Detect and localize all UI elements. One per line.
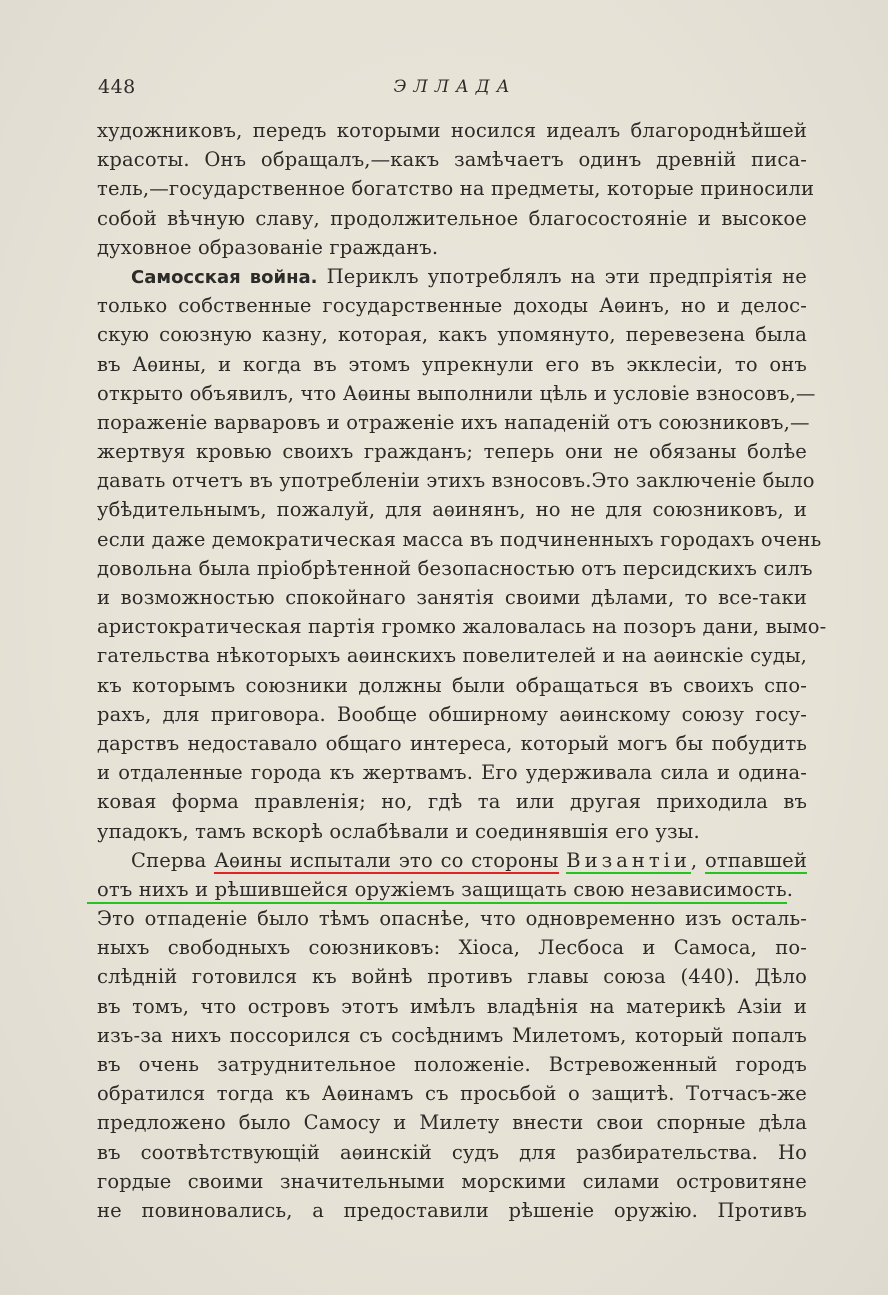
text-line: ковая форма правленія; но, гдѣ та или другая приходила въ [97, 790, 807, 814]
text-run: , [690, 848, 705, 872]
text-line: только собственные государственные доходы Аѳинъ, но и делос- [97, 294, 807, 318]
green-underlined-text: отпавшей [705, 848, 807, 872]
text-line: гордые своими значительными морскими силами островитяне [97, 1169, 807, 1193]
text-run: Периклъ употреблялъ на эти предпріятія не [326, 264, 807, 288]
text-line: въ томъ, что островъ этотъ имѣлъ владѣнія на материкѣ Азіи и [97, 994, 807, 1018]
text-line: къ которымъ союзники должны были обращаться въ своихъ спо- [97, 673, 807, 697]
text-line: въ очень затруднительное положеніе. Встревоженный городъ [97, 1053, 807, 1076]
text-line: жертвуя кровью своихъ гражданъ; теперь они не обязаны болѣе [97, 440, 807, 464]
text-line: художниковъ, передъ которыми носился идеалъ благороднѣйшей [97, 119, 807, 142]
text-line: пораженіе варваровъ и отраженіе ихъ нападеній отъ союзниковъ,— [97, 410, 810, 434]
text-line: рахъ, для приговора. Вообще обширному аѳинскому союзу госу- [97, 702, 807, 726]
text-line: тель,—государственное богатство на предметы, которые приносили [97, 177, 815, 201]
text-line [97, 846, 807, 875]
text-line: и возможностью спокойнаго занятія своими дѣлами, то все-таки [97, 586, 807, 609]
text-line: предложено было Самосу и Милету внести свои спорные дѣла [97, 1111, 807, 1135]
text-line: гательства нѣкоторыхъ аѳинскихъ повелителей и на аѳинскіе суды, [97, 644, 807, 668]
text-line: если даже демократическая масса въ подчиненныхъ городахъ очень [97, 527, 822, 551]
text-line: аристократическая партія громко жаловалась на позоръ дани, вымо- [97, 615, 827, 639]
text-line: упадокъ, тамъ вскорѣ ослабѣвали и соединявшія его узы. [97, 819, 700, 843]
text-line: ныхъ свободныхъ союзниковъ: Хіоса, Лесбоса и Самоса, по- [97, 936, 807, 960]
text-line: открыто объявилъ, что Аѳины выполнили цѣль и условіе взносовъ,— [97, 381, 816, 405]
section-heading: Самосская война. [131, 266, 318, 288]
green-underline-mark [87, 902, 787, 904]
text-line: красоты. Онъ обращалъ,—какъ замѣчаетъ одинъ древній писа- [97, 148, 807, 172]
text-line: отъ нихъ и рѣшившейся оружіемъ защищать свою независимость. [97, 877, 794, 901]
text-line: Это отпаденіе было тѣмъ опаснѣе, что одновременно изъ осталь- [97, 907, 807, 931]
text-line: скую союзную казну, которая, какъ упомянуто, перевезена была [97, 323, 807, 347]
running-title: ЭЛЛАДА [393, 77, 517, 97]
text-line: убѣдительнымъ, пожалуй, для аѳинянъ, но не для союзниковъ, и [97, 498, 807, 522]
text-line: духовное образованіе гражданъ. [97, 235, 439, 259]
red-underlined-text: Аѳины испытали это со стороны [214, 848, 559, 872]
page-number: 448 [98, 76, 136, 98]
text-line: слѣдній готовился къ войнѣ противъ главы союза (440). Дѣло [97, 965, 807, 989]
text-line: изъ-за нихъ поссорился съ сосѣднимъ Милетомъ, который попалъ [97, 1023, 807, 1047]
text-line: собой вѣчную славу, продолжительное благосостояніе и высокое [97, 206, 807, 230]
text-line [97, 262, 807, 291]
text-line: довольна была пріобрѣтенной безопасностью отъ персидскихъ силъ [97, 556, 813, 580]
text-run: Сперва [131, 848, 215, 872]
text-line: и отдаленные города къ жертвамъ. Его удерживала сила и одина- [97, 761, 807, 785]
body-text [97, 116, 827, 1225]
text-line: давать отчетъ въ употребленіи этихъ взносовъ.Это заключеніе было [97, 469, 815, 493]
text-line: дарствъ недоставало общаго интереса, который могъ бы побудить [97, 731, 807, 755]
text-line: въ Аѳины, и когда въ этомъ упрекнули его въ экклесіи, то онъ [97, 352, 807, 376]
paragraph-continuation [97, 116, 815, 262]
green-underlined-byzantium: Византіи [566, 848, 691, 872]
text-line: обратился тогда къ Аѳинамъ съ просьбой о защитѣ. Тотчасъ-же [97, 1082, 807, 1106]
text-line: въ соотвѣтствующій аѳинскій судъ для разбирательства. Но [97, 1140, 807, 1164]
paragraph-samian-war [97, 262, 827, 846]
text-line: не повиновались, а предоставили рѣшеніе оружію. Противъ [97, 1198, 807, 1222]
